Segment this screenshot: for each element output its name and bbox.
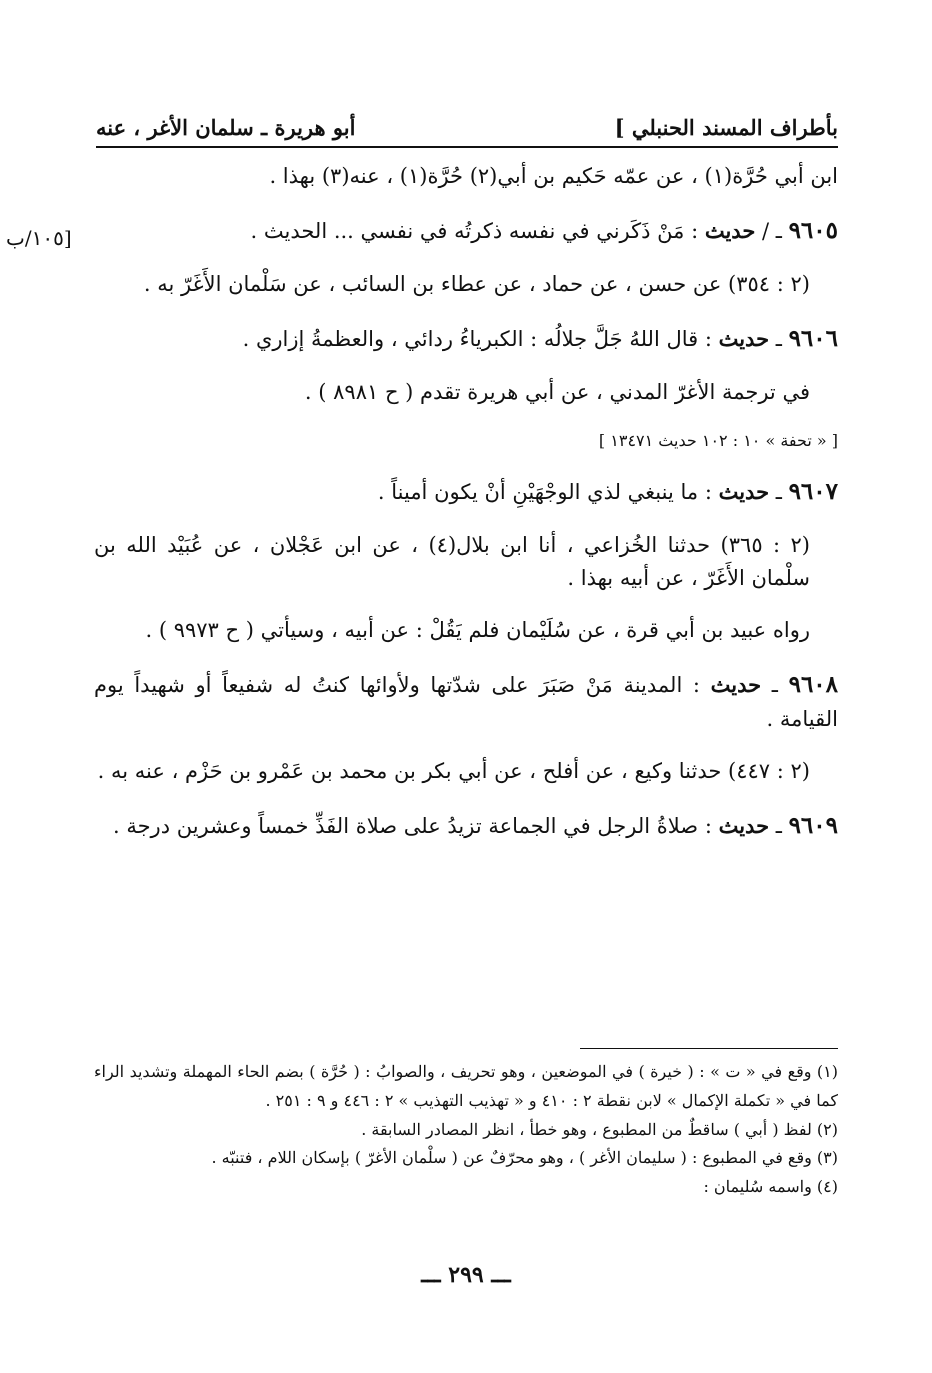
entry-number: ٩٦٠٩ (788, 811, 838, 839)
header-rule (96, 146, 838, 148)
margin-folio-note: [١٠٥/ب (6, 226, 72, 250)
entry-number: ٩٦٠٦ (788, 324, 838, 352)
footnote-divider (580, 1048, 838, 1049)
source-9608: (٢ : ٤٤٧) حدثنا وكيع ، عن أفلح ، عن أبي بكر بن محمد بن عَمْرو بن حَزْم ، عنه به . (97, 759, 810, 784)
running-header (96, 104, 838, 140)
tuhfa-reference: [ « تحفة » ١٠ : ١٠٢ حديث ١٣٤٧١ ] (598, 430, 838, 450)
hadith-entry-9607 (94, 474, 838, 510)
hadith-entry-9609 (94, 808, 838, 844)
footnotes (94, 1058, 838, 1202)
source-9605: (٢ : ٣٥٤) عن حسن ، عن حماد ، عن عطاء بن السائب ، عن سَلْمان الأَغَرّ به . (143, 272, 810, 297)
footnote-1: (١) وقع في « ت » : ( خيرة ) في الموضعين ، وهو تحريف ، والصوابُ : ( حُرَّة ) بضم الحاء المهملة وتشديد الراء كما في « تكملة الإكمال » لابن نقطة ٢ : ٤١٠ و « تهذيب التهذيب » ٢ : ٤٤٦ و ٩ : ٢٥١ . (94, 1062, 838, 1110)
source-9607-note: رواه عبيد بن أبي قرة ، عن سُلَيْمان فلم يَقُلْ : عن أبيه ، وسيأتي ( ح ٩٩٧٣ ) . (145, 618, 810, 643)
source-9606: في ترجمة الأغرّ المدني ، عن أبي هريرة تقدم ( ح ٨٩٨١ ) . (304, 380, 810, 405)
entry-number: ٩٦٠٨ (788, 671, 839, 698)
entry-number: ٩٦٠٥ (788, 216, 838, 244)
page-number: ـــ ٢٩٩ ـــ (421, 1262, 511, 1288)
footnote-4: (٤) واسمه سُليمان : (703, 1177, 838, 1197)
continuation-line: ابن أبي حُرَّة(١) ، عن عمّه حَكيم بن أبي(٢) حُرَّة(١) ، عنه(٣) بهذا . (269, 164, 838, 188)
entry-separator: ـ (769, 326, 789, 351)
entry-keyword: حديث (710, 672, 762, 697)
entry-text: : قال اللهُ جَلَّ جلالُه : الكبرياءُ ردائي ، والعظمةُ إزاري . (242, 326, 719, 351)
entry-text: : المدينة مَنْ صَبَرَ على شدّتها ولأوائها كنتُ له شفيعاً أو شهيداً يوم القيامة . (94, 673, 838, 731)
footnote-3: (٣) وقع في المطبوع : ( سليمان الأغر ) ، وهو محرّفٌ عن ( سلْمان الأغرّ ) بإسكان اللام ، فتنبّه . (211, 1148, 838, 1168)
header-book-title: بأطراف المسند الحنبلي ] (614, 115, 838, 140)
header-section-title: أبو هريرة ـ سلمان الأغر ، عنه (96, 115, 356, 140)
entry-separator: ـ / (755, 218, 789, 243)
entry-separator: ـ (769, 813, 789, 838)
hadith-entry-9608 (94, 667, 838, 735)
entry-keyword: حديث (718, 478, 770, 504)
entry-separator: ـ (769, 479, 789, 504)
entry-keyword: حديث (718, 325, 770, 351)
entry-text: : مَنْ ذَكَرني في نفسه ذكرتُه في نفسي ... الحديث . (250, 218, 705, 243)
entry-keyword: حديث (704, 217, 756, 243)
main-text (94, 160, 838, 863)
entry-keyword: حديث (718, 812, 770, 838)
entry-separator: ـ (761, 673, 789, 697)
footnote-2: (٢) لفظ ( أبي ) ساقطٌ من المطبوع ، وهو خطأ ، انظر المصادر السابقة . (361, 1119, 838, 1139)
hadith-entry-9605 (94, 213, 838, 249)
entry-number: ٩٦٠٧ (788, 477, 838, 505)
entry-text: : ما ينبغي لذي الوجْهَيْنِ أنْ يكون أميناً . (377, 479, 719, 504)
hadith-entry-9606 (94, 321, 838, 357)
entry-text: : صلاةُ الرجل في الجماعة تزيدُ على صلاة الفَذِّ خمساً وعشرين درجة . (112, 813, 719, 838)
source-9607: (٢ : ٣٦٥) حدثنا الخُزاعي ، أنا ابن بلال(٤) ، عن ابن عَجْلان ، عن عُبَيْد الله بن سلْمان الأَغَرّ ، عن أبيه بهذا . (94, 533, 810, 590)
